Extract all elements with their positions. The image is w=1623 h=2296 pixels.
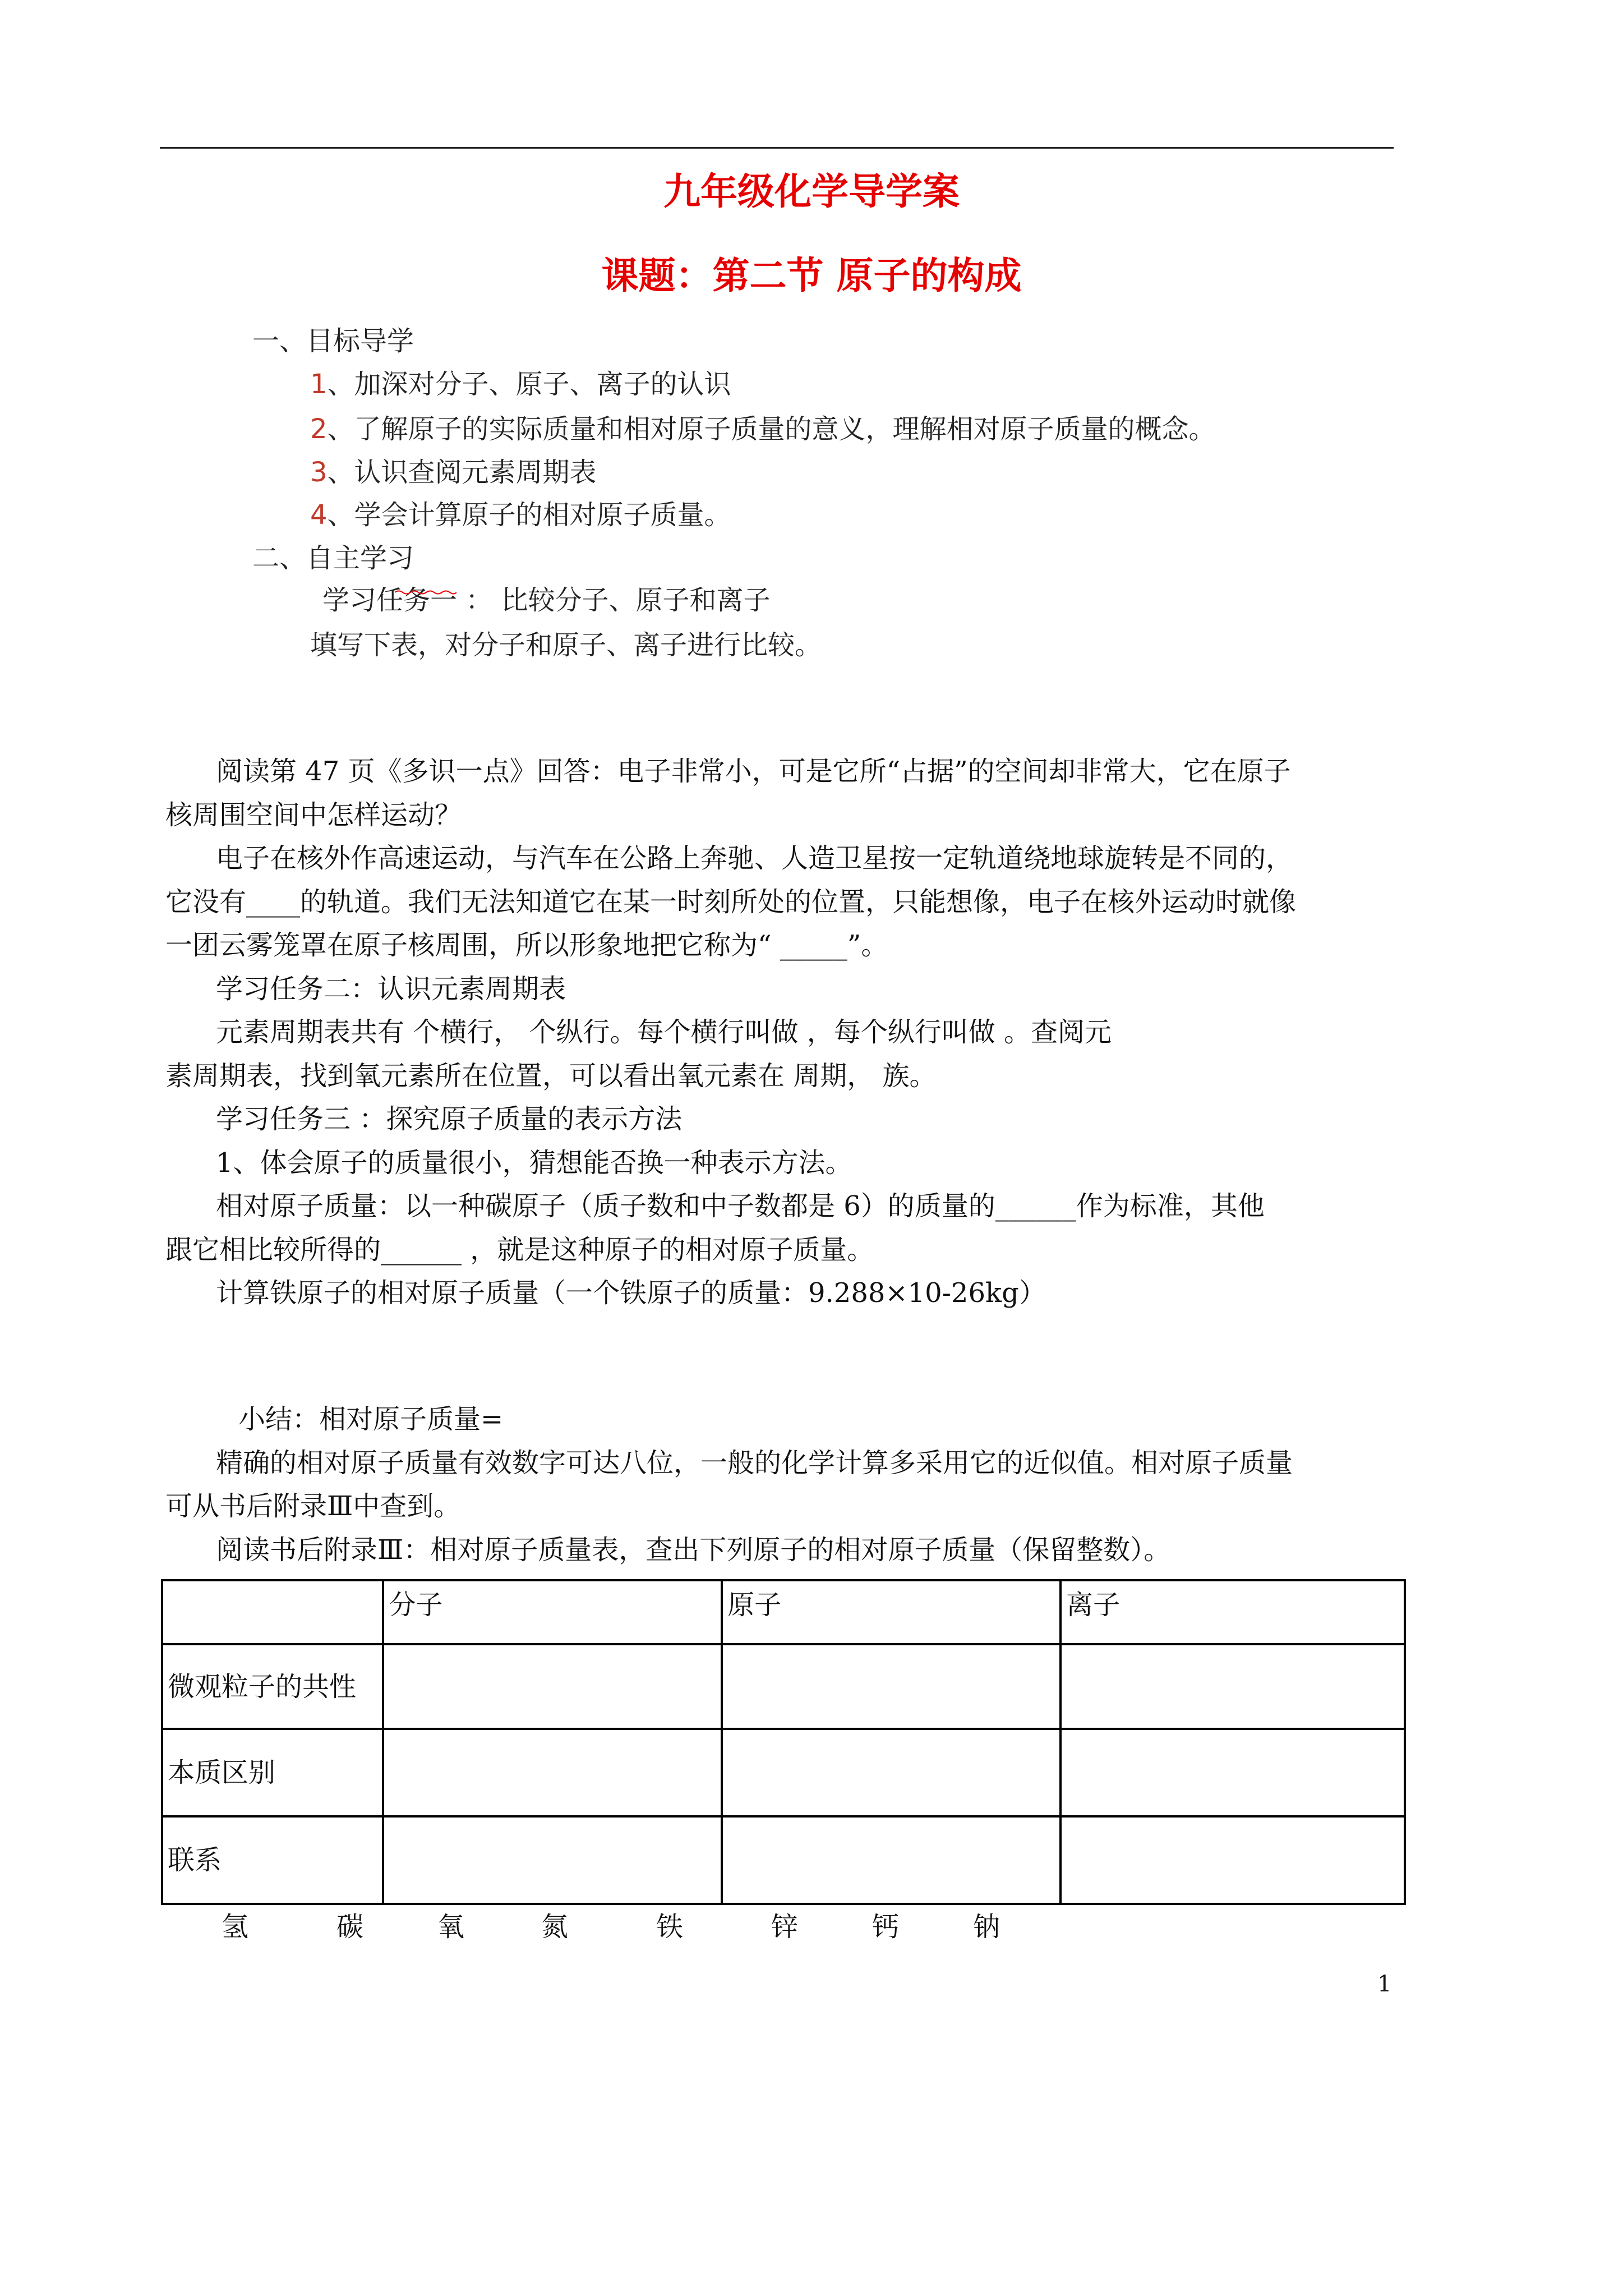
objective-number-2: 2 [310, 413, 328, 445]
document-subtitle: 课题：第二节 原子的构成 [601, 254, 1022, 297]
task3-calculation: 计算铁原子的相对原子质量（一个铁原子的质量：9.288×10-26kg） [216, 1277, 1046, 1309]
objective-text-2: 、了解原子的实际质量和相对原子质量的意义，理解相对原子质量的概念。 [327, 413, 1216, 445]
task3-definition-2: 跟它相比较所得的______ ，就是这种原子的相对原子质量。 [165, 1234, 874, 1266]
element-sodium: 钠 [973, 1911, 1000, 1943]
objective-item-3 [310, 455, 597, 489]
self-study-heading: 二、自主学习 [252, 542, 414, 574]
row-label: 联系 [162, 1816, 383, 1904]
top-rule [160, 147, 1394, 149]
reading-line-2: 核周围空间中怎样运动？ [165, 799, 462, 831]
document-title: 九年级化学导学案 [663, 170, 960, 213]
table-cell[interactable] [1061, 1729, 1405, 1816]
table-cell[interactable] [722, 1729, 1061, 1816]
row-label: 微观粒子的共性 [162, 1644, 383, 1729]
objective-item-1 [310, 367, 731, 401]
objective-text-3: 、认识查阅元素周期表 [327, 457, 597, 488]
element-nitrogen: 氮 [541, 1911, 569, 1943]
element-carbon: 碳 [336, 1911, 364, 1943]
page-number: 1 [1377, 1971, 1392, 1997]
appendix-line: 阅读书后附录Ⅲ：相对原子质量表，查出下列原子的相对原子质量（保留整数）。 [216, 1534, 1171, 1566]
precise-line-2: 可从书后附录Ⅲ中查到。 [165, 1490, 461, 1522]
reading-line-3: 电子在核外作高速运动，与汽车在公路上奔驰、人造卫星按一定轨道绕地球旋转是不同的， [216, 843, 1293, 874]
element-iron: 铁 [656, 1911, 684, 1943]
objective-item-2 [310, 412, 1216, 446]
table-cell[interactable] [722, 1816, 1061, 1904]
task3-definition-1: 相对原子质量：以一种碳原子（质子数和中子数都是 6）的质量的______作为标准，其他 [216, 1190, 1265, 1222]
objective-text-4: 、学会计算原子的相对原子质量。 [327, 499, 731, 531]
objective-number-3: 3 [310, 457, 328, 488]
row-label: 本质区别 [162, 1729, 383, 1816]
table-header-cell: 原子 [722, 1580, 1061, 1644]
table-row [162, 1644, 1405, 1729]
spellcheck-squiggle [395, 590, 457, 595]
objective-item-4 [310, 498, 731, 532]
task2-heading: 学习任务二：认识元素周期表 [216, 973, 566, 1005]
table-cell[interactable] [1061, 1644, 1405, 1729]
table-cell[interactable] [1061, 1816, 1405, 1904]
reading-line-1: 阅读第 47 页《多识一点》回答：电子非常小，可是它所“占据”的空间却非常大，它在原子 [216, 756, 1291, 787]
objective-number-1: 1 [310, 369, 328, 400]
reading-line-4: 它没有____的轨道。我们无法知道它在某一时刻所处的位置，只能想像，电子在核外运动时就像 [165, 886, 1297, 918]
table-row [162, 1729, 1405, 1816]
comparison-table [161, 1579, 1406, 1905]
table-cell[interactable] [383, 1816, 722, 1904]
objective-number-4: 4 [310, 499, 328, 531]
table-cell[interactable] [383, 1729, 722, 1816]
task1-line [322, 583, 771, 617]
table-header-cell: 离子 [1061, 1580, 1405, 1644]
reading-line-5: 一团云雾笼罩在原子核周围，所以形象地把它称为“ _____”。 [165, 930, 888, 961]
task1-instruction: 填写下表，对分子和原子、离子进行比较。 [310, 629, 822, 661]
table-header-cell: 分子 [383, 1580, 722, 1644]
element-zinc: 锌 [771, 1911, 799, 1943]
objective-text-1: 、加深对分子、原子、离子的认识 [327, 369, 731, 400]
task1-rest: ： 比较分子、原子和离子 [457, 585, 771, 616]
table-row [162, 1816, 1405, 1904]
precise-line-1: 精确的相对原子质量有效数字可达八位，一般的化学计算多采用它的近似值。相对原子质量 [216, 1447, 1293, 1479]
table-header-row [162, 1580, 1405, 1644]
element-calcium: 钙 [872, 1911, 900, 1943]
task1-prefix: 学习任务 [322, 585, 431, 616]
objectives-heading: 一、目标导学 [252, 325, 414, 357]
table-cell[interactable] [383, 1644, 722, 1729]
task3-item-1: 1、体会原子的质量很小，猜想能否换一种表示方法。 [216, 1147, 852, 1179]
element-oxygen: 氧 [437, 1911, 465, 1943]
task2-line-2: 素周期表，找到氧元素所在位置，可以看出氧元素在 周期， 族。 [165, 1060, 937, 1092]
summary-line: 小结：相对原子质量= [238, 1404, 504, 1435]
element-hydrogen: 氢 [222, 1911, 249, 1943]
task2-line-1: 元素周期表共有 个横行， 个纵行。每个横行叫做 ，每个纵行叫做 。查阅元 [216, 1016, 1112, 1048]
task3-heading: 学习任务三 ：探究原子质量的表示方法 [216, 1103, 683, 1135]
task1-number: 一 [430, 585, 458, 616]
table-cell[interactable] [722, 1644, 1061, 1729]
table-header-cell [162, 1580, 383, 1644]
